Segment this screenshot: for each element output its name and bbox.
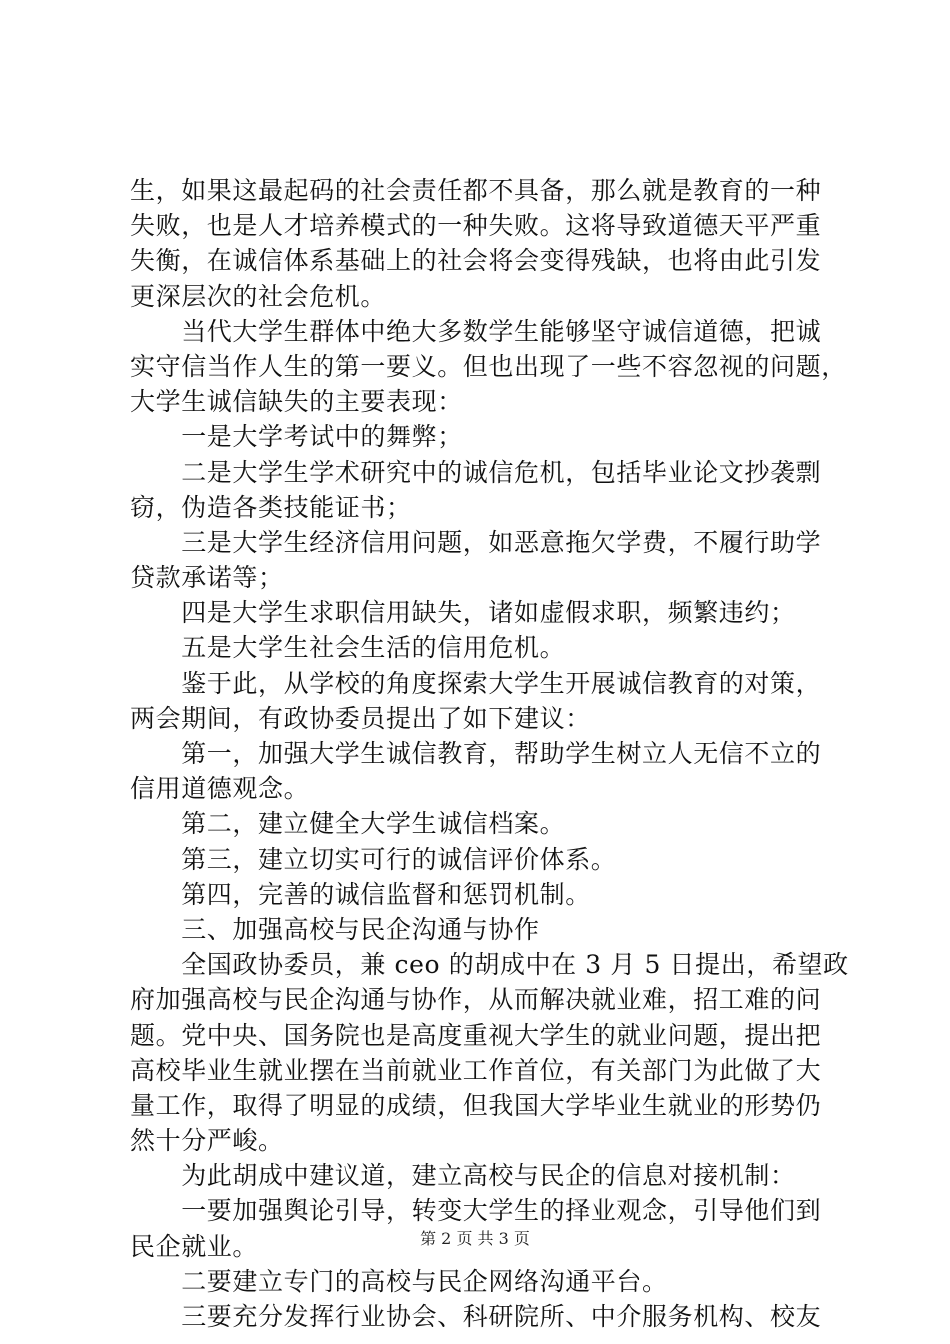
text-line: 第四，完善的诚信监督和惩罚机制。 bbox=[130, 879, 591, 909]
text-line: 全国政协委员，兼 ceo 的胡成中在 3 月 5 日提出，希望政 bbox=[130, 950, 849, 980]
document-body bbox=[130, 173, 849, 1334]
text-line: 为此胡成中建议道，建立高校与民企的信息对接机制： bbox=[130, 1161, 796, 1191]
text-line: 府加强高校与民企沟通与协作，从而解决就业难，招工难的问 bbox=[130, 985, 822, 1015]
text-line: 五是大学生社会生活的信用危机。 bbox=[130, 633, 566, 663]
text-line: 然十分严峻。 bbox=[130, 1126, 284, 1156]
page-footer: 第 2 页 共 3 页 bbox=[420, 1229, 530, 1248]
text-line: 一要加强舆论引导，转变大学生的择业观念，引导他们到 bbox=[130, 1196, 822, 1226]
text-line: 两会期间，有政协委员提出了如下建议： bbox=[130, 703, 591, 733]
text-line: 失衡，在诚信体系基础上的社会将会变得残缺，也将由此引发 bbox=[130, 246, 822, 276]
text-line: 鉴于此，从学校的角度探索大学生开展诚信教育的对策， bbox=[130, 668, 822, 698]
text-line: 第三，建立切实可行的诚信评价体系。 bbox=[130, 844, 617, 874]
text-line: 窃，伪造各类技能证书； bbox=[130, 492, 412, 522]
text-line: 二要建立专门的高校与民企网络沟通平台。 bbox=[130, 1266, 668, 1296]
text-line: 第二，建立健全大学生诚信档案。 bbox=[130, 809, 566, 839]
text-line: 信用道德观念。 bbox=[130, 774, 310, 804]
text-line: 高校毕业生就业摆在当前就业工作首位，有关部门为此做了大 bbox=[130, 1055, 822, 1085]
text-line: 第一，加强大学生诚信教育，帮助学生树立人无信不立的 bbox=[130, 739, 822, 768]
text-line: 实守信当作人生的第一要义。但也出现了一些不容忽视的问题， bbox=[130, 351, 847, 381]
text-line: 量工作，取得了明显的成绩，但我国大学毕业生就业的形势仍 bbox=[130, 1090, 822, 1120]
text-line: 贷款承诺等； bbox=[130, 563, 284, 593]
text-line: 失败，也是人才培养模式的一种失败。这将导致道德天平严重 bbox=[130, 211, 822, 241]
text-line: 题。党中央、国务院也是高度重视大学生的就业问题，提出把 bbox=[130, 1020, 822, 1050]
text-line: 民企就业。 bbox=[130, 1231, 259, 1261]
text-line: 生，如果这最起码的社会责任都不具备，那么就是教育的一种 bbox=[130, 176, 822, 205]
text-line: 三、加强高校与民企沟通与协作 bbox=[130, 914, 540, 944]
text-line: 二是大学生学术研究中的诚信危机，包括毕业论文抄袭剽 bbox=[130, 457, 822, 487]
text-line: 四是大学生求职信用缺失，诸如虚假求职，频繁违约； bbox=[130, 598, 796, 628]
text-line: 更深层次的社会危机。 bbox=[130, 281, 387, 311]
text-line: 一是大学考试中的舞弊； bbox=[130, 422, 463, 452]
text-line: 三要充分发挥行业协会、科研院所、中介服务机构、校友 bbox=[130, 1302, 822, 1331]
text-line: 三是大学生经济信用问题，如恶意拖欠学费，不履行助学 bbox=[130, 527, 822, 557]
text-line: 大学生诚信缺失的主要表现： bbox=[130, 387, 463, 417]
text-line: 当代大学生群体中绝大多数学生能够坚守诚信道德，把诚 bbox=[130, 316, 822, 346]
